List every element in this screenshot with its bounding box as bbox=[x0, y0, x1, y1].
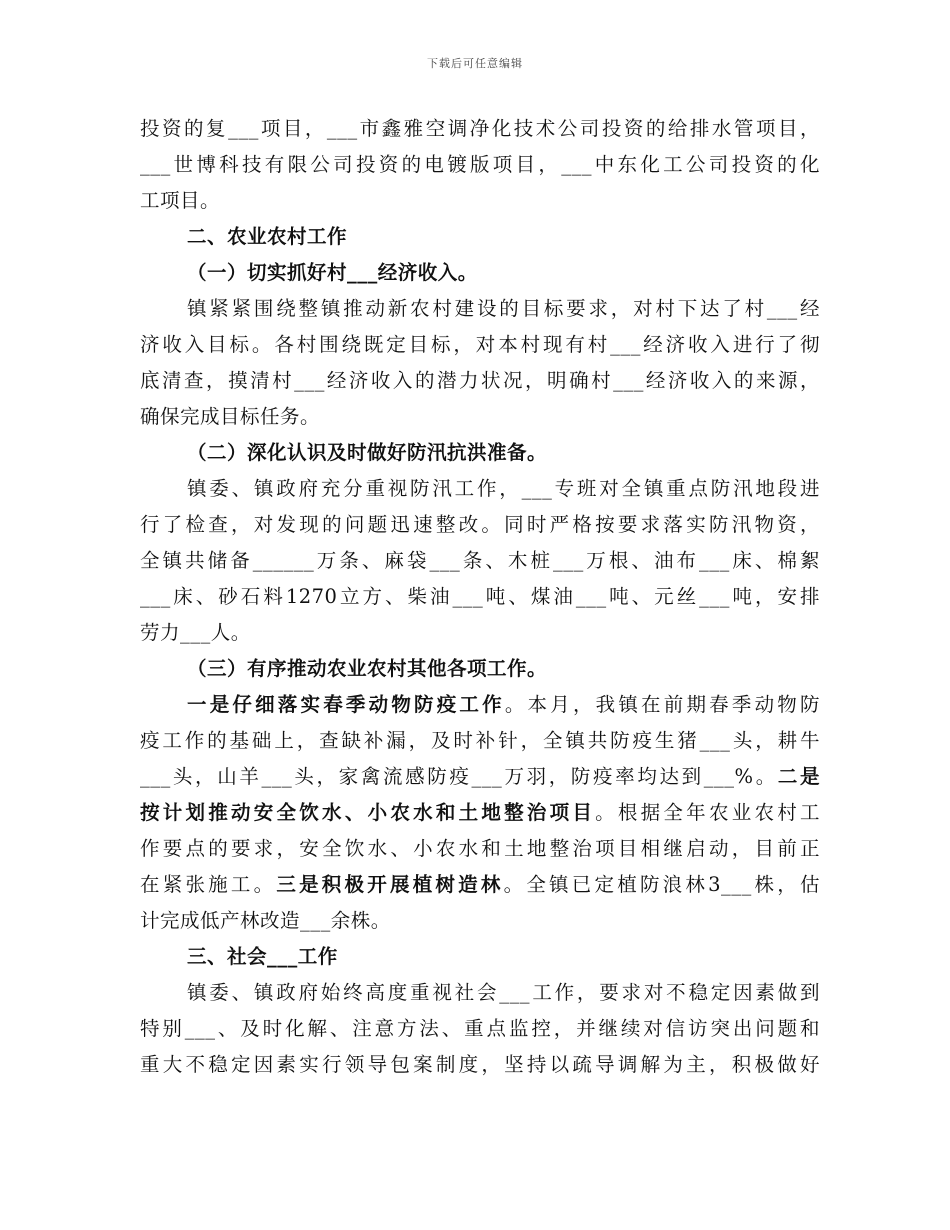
paragraph-line: 特别___、及时化解、注意方法、重点监控，并继续对信访突出问题和 bbox=[140, 1017, 820, 1040]
header-note: 下载后可任意编辑 bbox=[427, 57, 523, 70]
paragraph-line: 重大不稳定因素实行领导包案制度，坚持以疏导调解为主，积极做好 bbox=[140, 1053, 820, 1076]
paragraph-line: 确保完成目标任务。 bbox=[140, 405, 321, 428]
bold-lead: 一是仔细落实春季动物防疫工作 bbox=[187, 693, 505, 716]
subsection-heading: （二）深化认识及时做好防汛抗洪准备。 bbox=[187, 441, 548, 464]
paragraph-line: 镇紧紧围绕整镇推动新农村建设的目标要求，对村下达了村___经 bbox=[187, 297, 820, 320]
paragraph-line: 计完成低产林改造___余株。 bbox=[140, 909, 391, 932]
paragraph-line bbox=[187, 690, 820, 720]
section-heading: 二、农业农村工作 bbox=[187, 225, 348, 248]
paragraph-line: 济收入目标。各村围绕既定目标，对本村现有村___经济收入进行了彻 bbox=[140, 333, 820, 356]
section-heading: 三、社会___工作 bbox=[187, 945, 338, 968]
paragraph-line: 疫工作的基础上，查缺补漏，及时补针，全镇共防疫生猪___头，耕牛 bbox=[140, 729, 820, 752]
line-text: 。全镇已定植防浪林3___株，估 bbox=[503, 873, 820, 896]
paragraph-line: 工项目。 bbox=[140, 189, 221, 212]
paragraph-line: 行了检查，对发现的问题迅速整改。同时严格按要求落实防汛物资， bbox=[140, 513, 820, 536]
paragraph-line: 全镇共储备______万条、麻袋___条、木桩___万根、油布___床、棉絮 bbox=[140, 549, 820, 572]
paragraph-line bbox=[140, 762, 820, 792]
line-text: 。根据全年农业农村工 bbox=[595, 801, 820, 824]
paragraph-line bbox=[140, 870, 820, 900]
paragraph-line: 劳力___人。 bbox=[140, 621, 251, 644]
bold-lead: 二是 bbox=[777, 765, 820, 788]
bold-lead: 按计划推动安全饮水、小农水和土地整治项目 bbox=[140, 801, 596, 824]
paragraph-line bbox=[140, 798, 820, 828]
subsection-heading: （一）切实抓好村___经济收入。 bbox=[187, 261, 478, 284]
bold-lead: 三是积极开展植树造林 bbox=[276, 873, 504, 896]
paragraph-line: ___床、砂石料1270立方、柴油___吨、煤油___吨、元丝___吨，安排 bbox=[140, 585, 820, 608]
paragraph-line: 镇委、镇政府充分重视防汛工作，___专班对全镇重点防汛地段进 bbox=[187, 477, 820, 500]
line-text: 。本月，我镇在前期春季动物防 bbox=[504, 693, 820, 716]
line-text: ___头，山羊___头，家禽流感防疫___万羽，防疫率均达到___%。 bbox=[140, 765, 778, 788]
paragraph-line: ___世博科技有限公司投资的电镀版项目，___中东化工公司投资的化 bbox=[140, 153, 820, 176]
paragraph-line: 镇委、镇政府始终高度重视社会___工作，要求对不稳定因素做到 bbox=[187, 981, 820, 1004]
paragraph-line: 作要点的要求，安全饮水、小农水和土地整治项目相继启动，目前正 bbox=[140, 837, 820, 860]
paragraph-line: 投资的复___项目，___市鑫雅空调净化技术公司投资的给排水管项目， bbox=[140, 117, 820, 140]
paragraph-line: 底清查，摸清村___经济收入的潜力状况，明确村___经济收入的来源， bbox=[140, 369, 820, 392]
line-text: 在紧张施工。 bbox=[140, 873, 277, 896]
subsection-heading: （三）有序推动农业农村其他各项工作。 bbox=[187, 657, 548, 680]
